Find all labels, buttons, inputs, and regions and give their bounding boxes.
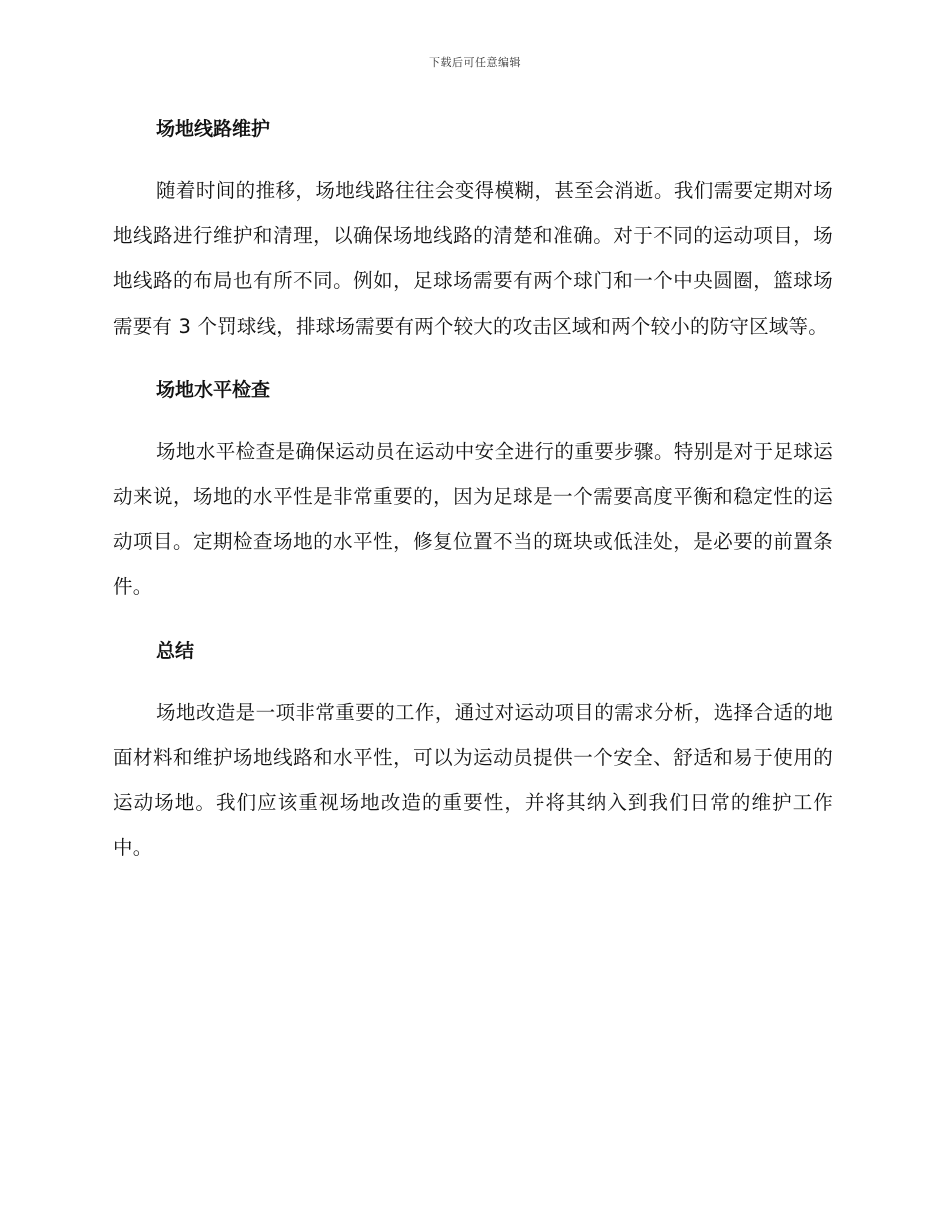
section-paragraph: 随着时间的推移，场地线路往往会变得模糊，甚至会消逝。我们需要定期对场地线路进行维护和清理，以确保场地线路的清楚和准确。对于不同的运动项目，场地线路的布局也有所不同。例如，足球场需要有两个球门和一个中央圆圈，篮球场需要有 3 个罚球线，排球场需要有两个较大的攻击区域和两个较小的防守区域等。 [113,179,833,338]
section-level-check [113,371,833,610]
document-body [113,110,833,892]
section-summary [113,632,833,871]
section-heading: 场地线路维护 [156,118,271,140]
section-heading: 总结 [156,639,195,662]
section-paragraph: 场地水平检查是确保运动员在运动中安全进行的重要步骤。特别是对于足球运动来说，场地的水平性是非常重要的，因为足球是一个需要高度平衡和稳定性的运动项目。定期检查场地的水平性，修复位置不当的斑块或低洼处，是必要的前置条件。 [113,439,833,599]
page-header: 下载后可任意编辑 [429,56,521,69]
section-heading: 场地水平检查 [156,378,271,401]
section-line-maintenance [113,110,833,349]
section-paragraph: 场地改造是一项非常重要的工作，通过对运动项目的需求分析，选择合适的地面材料和维护场地线路和水平性，可以为运动员提供一个安全、舒适和易于使用的运动场地。我们应该重视场地改造的重要性，并将其纳入到我们日常的维护工作中。 [113,700,833,860]
